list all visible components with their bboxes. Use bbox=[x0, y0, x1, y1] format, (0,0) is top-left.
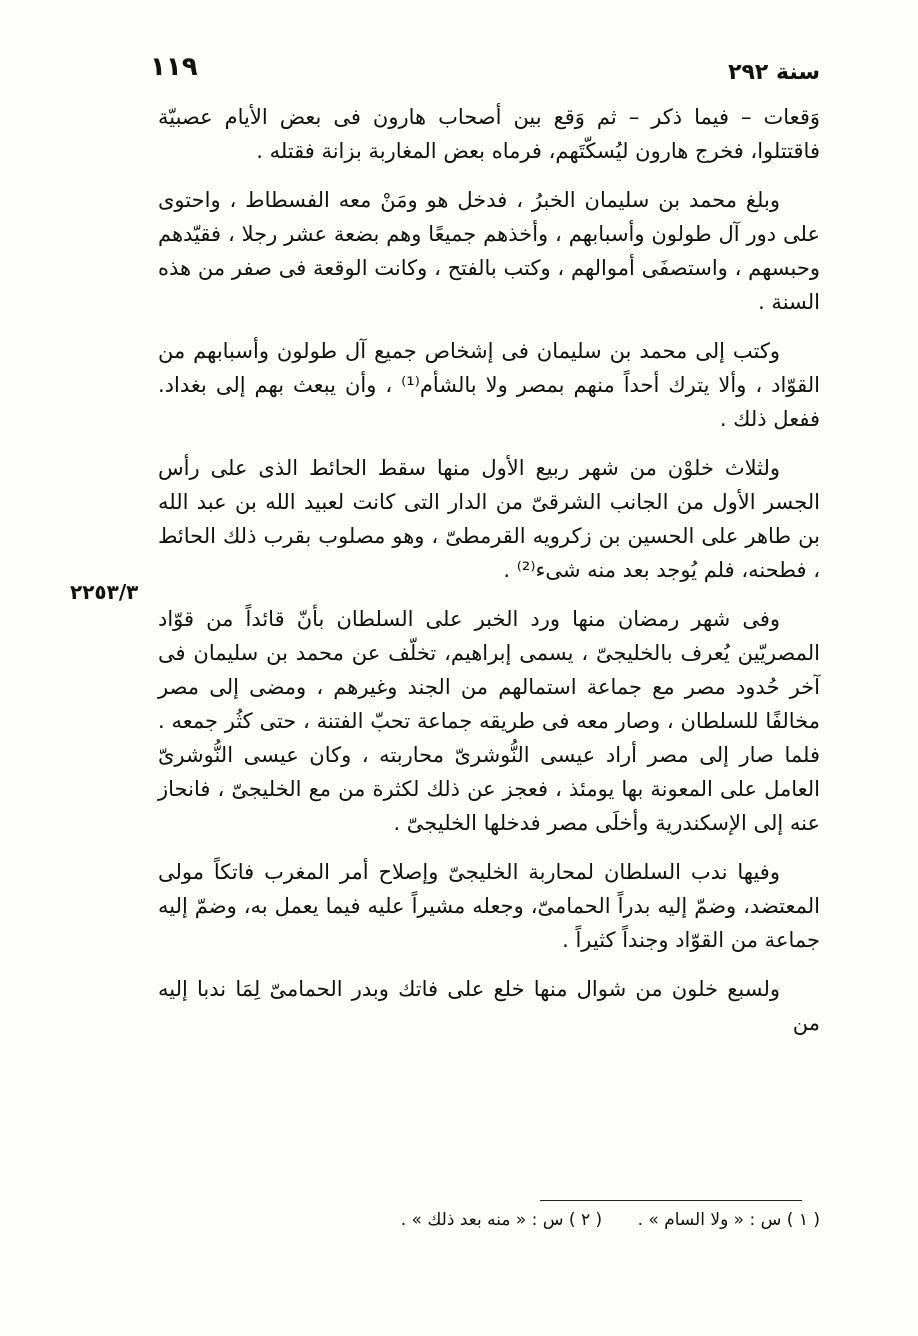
paragraph: وكتب إلى محمد بن سليمان فى إشخاص جميع آل طولون وأسبابهم من القوّاد ، وألا يترك أحداً منهم بمصر ولا بالشأم⁽¹⁾ ، وأن يبعث بهم إلى بغداد. ففعل ذلك . bbox=[158, 339, 820, 431]
paragraph: ولسبع خلون من شوال منها خلع على فاتك وبدر الحمامىّ لِمَا ندبا إليه من bbox=[158, 977, 820, 1035]
page-number: ١١٩ bbox=[150, 52, 198, 82]
paragraph: وبلغ محمد بن سليمان الخبرُ ، فدخل هو ومَنْ معه الفسطاط ، واحتوى على دور آل طولون وأسبابهم ، وأخذهم جميعًا وهم بضعة عشر رجلا ، فقيّدهم وحبسهم ، واستصفَى أموالهم ، وكتب بالفتح ، وكانت الوقعة فى صفر من هذه السنة . bbox=[158, 188, 820, 314]
footnote-2: ( ٢ ) س : « منه بعد ذلك » . bbox=[400, 1210, 603, 1230]
paragraph: وفى شهر رمضان منها ورد الخبر على السلطان بأنّ قائداً من قوّاد المصريّين يُعرف بالخليجىّ ، يسمى إبراهيم، تخلّف عن محمد بن سليمان فى آخر حُدود مصر مع جماعة استمالهم من الجند وغيرهم ، ومضى إلى مصر مخالفًا للسلطان ، وصار معه فى طريقه جماعة تحبّ الفتنة ، حتى كثُر جمعه . فلما صار إلى مصر أراد عيسى النُّوشرىّ محاربته ، وكان عيسى النُّوشرىّ العامل على المعونة بها يومئذ ، فعجز عن ذلك لكثرة من مع الخليجىّ ، فانحاز عنه إلى الإسكندرية وأخلَى مصر فدخلها الخليجىّ . bbox=[158, 607, 820, 835]
paragraph: وَقعات – فيما ذكر – ثم وَقع بين أصحاب هارون فى بعض الأيام عصبيّة فاقتتلوا، فخرج هارون ليُسكّتَهم، فرماه بعض المغاربة بزانة فقتله . bbox=[158, 105, 820, 163]
footnotes bbox=[300, 1210, 820, 1230]
footnote-divider bbox=[540, 1200, 802, 1201]
paragraph: ولثلاث خلوْن من شهر ربيع الأول منها سقط الحائط الذى على رأس الجسر الأول من الجانب الشرقىّ من الدار التى كانت لعبيد الله بن عبد الله بن طاهر على الحسين بن زكرويه القرمطىّ ، وهو مصلوب بقرب ذلك الحائط ، فطحنه، فلم يُوجد بعد منه شىء⁽²⁾ . bbox=[158, 456, 820, 582]
footnote-1: ( ١ ) س : « ولا السام » . bbox=[637, 1210, 820, 1230]
page-header bbox=[150, 52, 820, 92]
running-head-year: سنة ٢٩٢ bbox=[728, 60, 820, 85]
margin-reference: ٢٢٥٣/٣ bbox=[70, 580, 139, 604]
main-text bbox=[158, 100, 820, 1055]
paragraph: وفيها ندب السلطان لمحاربة الخليجىّ وإصلاح أمر المغرب فاتكاً مولى المعتضد، وضمّ إليه بدراً الحمامىّ، وجعله مشيراً عليه فيما يعمل به، وضمّ إليه جماعة من القوّاد وجنداً كثيراً . bbox=[158, 860, 820, 952]
